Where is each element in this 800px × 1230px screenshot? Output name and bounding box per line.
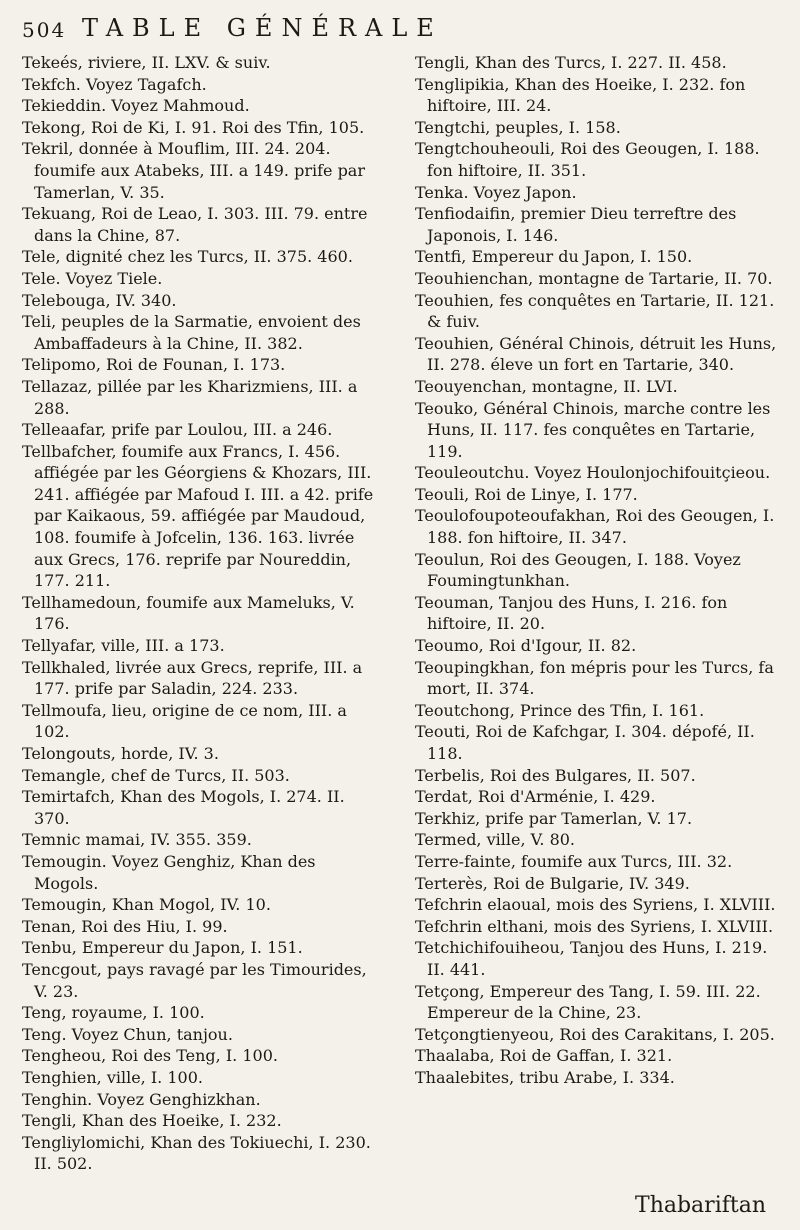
index-entry: Tetçongtienyeou, Roi des Carakitans, I. 205. xyxy=(415,1024,775,1044)
index-entry: Tetchichifouiheou, Tanjou des Huns, I. 219. II. 441. xyxy=(415,938,768,979)
index-entry: Tellhamedoun, foumife aux Mameluks, V. 176. xyxy=(22,592,355,634)
index-entry: Terterès, Roi de Bulgarie, IV. 349. xyxy=(415,873,690,893)
index-entry: Teoulofoupoteoufakhan, Roi des Geougen, I. 188. fon hiftoire, II. 347. xyxy=(415,506,775,548)
index-entry: Tellyafar, ville, III. a 173. xyxy=(22,636,225,656)
index-entry: Tellazaz, pillée par les Kharizmiens, III. a 288. xyxy=(22,376,358,418)
index-entry: Terre-fainte, foumife aux Turcs, III. 32. xyxy=(415,851,733,871)
index-entry: Thaalebites, tribu Arabe, I. 334. xyxy=(415,1067,675,1087)
index-entry: Tetçong, Empereur des Tang, I. 59. III. 22. Empereur de la Chine, 23. xyxy=(415,981,761,1023)
page-header xyxy=(22,12,788,48)
index-entry: Tenglipikia, Khan des Hoeike, I. 232. fon hiftoire, III. 24. xyxy=(415,74,746,116)
index-entry: Teouman, Tanjou des Huns, I. 216. fon hiftoire, II. 20. xyxy=(415,592,728,634)
catchword: Thabariftan xyxy=(635,1193,766,1218)
index-entry: Telebouga, IV. 340. xyxy=(22,290,177,310)
index-entry: Tefchrin elthani, mois des Syriens, I. XLVIII. xyxy=(415,916,774,936)
index-entry: Tencgout, pays ravagé par les Timourides, V. 23. xyxy=(22,959,367,1001)
index-entry: Telleaafar, prife par Loulou, III. a 246. xyxy=(22,420,333,440)
index-entry: Tenbu, Empereur du Japon, I. 151. xyxy=(22,938,303,958)
index-entry: Teng. Voyez Chun, tanjou. xyxy=(22,1024,233,1044)
index-entry: Tenan, Roi des Hiu, I. 99. xyxy=(22,916,228,936)
running-title: TABLE GÉNÉRALE xyxy=(82,14,443,42)
index-entry: Teouhien, fes conquêtes en Tartarie, II. 121. & fuiv. xyxy=(415,290,775,332)
index-entry: Temougin. Voyez Genghiz, Khan des Mogols. xyxy=(22,851,316,893)
page-number: 504 xyxy=(22,18,67,42)
index-entry: Tengtchi, peuples, I. 158. xyxy=(415,117,621,137)
index-entry: Teouli, Roi de Linye, I. 177. xyxy=(415,484,638,504)
index-entry: Thaalaba, Roi de Gaffan, I. 321. xyxy=(415,1046,673,1066)
index-entry: Tekfch. Voyez Tagafch. xyxy=(22,74,207,94)
index-entry: Tenka. Voyez Japon. xyxy=(415,182,577,202)
index-entry: Tekong, Roi de Ki, I. 91. Roi des Tfin, 105. xyxy=(22,117,365,137)
index-entry: Tengheou, Roi des Teng, I. 100. xyxy=(22,1046,278,1066)
index-entry: Teoulun, Roi des Geougen, I. 188. Voyez Foumingtunkhan. xyxy=(415,549,741,591)
index-entry: Teouleoutchu. Voyez Houlonjochifouitçieou. xyxy=(415,463,771,483)
index-column-left xyxy=(22,52,384,1175)
index-entry: Teouyenchan, montagne, II. LVI. xyxy=(415,376,678,396)
index-entry: Telongouts, horde, IV. 3. xyxy=(22,744,219,763)
index-entry: Tentfi, Empereur du Japon, I. 150. xyxy=(415,247,693,267)
index-entry: Tenfiodaifin, premier Dieu terreftre des Japonois, I. 146. xyxy=(415,204,737,245)
index-entry: Temirtafch, Khan des Mogols, I. 274. II. 370. xyxy=(22,787,345,828)
index-entry: Tenghien, ville, I. 100. xyxy=(22,1067,203,1087)
index-entry: Teouko, Général Chinois, marche contre les Huns, II. 117. fes conquêtes en Tartarie, 119. xyxy=(415,398,771,461)
index-entry: Teoutchong, Prince des Tfin, I. 161. xyxy=(415,700,705,720)
index-entry: Tenghin. Voyez Genghizkhan. xyxy=(22,1089,261,1109)
index-entry: Termed, ville, V. 80. xyxy=(415,830,576,850)
index-entry: Tekuang, Roi de Leao, I. 303. III. 79. entre dans la Chine, 87. xyxy=(22,204,368,245)
index-entry: Tengtchouheouli, Roi des Geougen, I. 188. fon hiftoire, II. 351. xyxy=(415,139,760,180)
index-entry: Terkhiz, prife par Tamerlan, V. 17. xyxy=(415,808,693,828)
index-entry: Terbelis, Roi des Bulgares, II. 507. xyxy=(415,765,696,785)
index-entry: Tekril, donnée à Mouflim, III. 24. 204. foumife aux Atabeks, III. a 149. prife par Tamerlan, V. 35. xyxy=(22,139,365,202)
index-entry: Tefchrin elaoual, mois des Syriens, I. XLVIII. xyxy=(415,895,776,915)
index-entry: Tengliylomichi, Khan des Tokiuechi, I. 230. II. 502. xyxy=(22,1132,371,1174)
index-entry: Tele. Voyez Tiele. xyxy=(22,268,163,288)
index-entry: Tengli, Khan des Hoeike, I. 232. xyxy=(22,1111,282,1131)
index-entry: Tellmoufa, lieu, origine de ce nom, III. a 102. xyxy=(22,700,347,742)
index-column-right xyxy=(415,52,777,1089)
index-entry: Tengli, Khan des Turcs, I. 227. II. 458. xyxy=(415,53,727,72)
index-entry: Tekieddin. Voyez Mahmoud. xyxy=(22,96,250,116)
index-entry: Teoupingkhan, fon mépris pour les Turcs, fa mort, II. 374. xyxy=(415,657,774,699)
index-entry: Teouhien, Général Chinois, détruit les Huns, II. 278. éleve un fort en Tartarie, 340. xyxy=(415,333,777,375)
index-entry: Teng, royaume, I. 100. xyxy=(22,1003,205,1023)
index-entry: Temougin, Khan Mogol, IV. 10. xyxy=(22,895,271,915)
index-entry: Tellkhaled, livrée aux Grecs, reprife, III. a 177. prife par Saladin, 224. 233. xyxy=(22,657,363,699)
index-entry: Temnic mamai, IV. 355. 359. xyxy=(22,830,252,850)
index-entry: Temangle, chef de Turcs, II. 503. xyxy=(22,765,290,785)
index-entry: Teoumo, Roi d'Igour, II. 82. xyxy=(415,636,637,656)
index-entry: Tele, dignité chez les Turcs, II. 375. 460. xyxy=(22,247,353,267)
index-entry: Telipomo, Roi de Founan, I. 173. xyxy=(22,355,286,375)
index-entry: Tellbafcher, foumife aux Francs, I. 456. affiégée par les Géorgiens & Khozars, III. 241. affiégée par Mafoud I. III. a 42. prife par Kaikaous, 59. affiégée par Maudoud, 108. foumife à Jofcelin, 136. 163. livrée aux Grecs, 176. reprife par Noureddin, 177. 211. xyxy=(22,441,374,591)
index-entry: Teli, peuples de la Sarmatie, envoient des Ambaffadeurs à la Chine, II. 382. xyxy=(22,312,361,353)
index-entry: Teouti, Roi de Kafchgar, I. 304. dépofé, II. 118. xyxy=(415,722,755,763)
index-entry: Teouhienchan, montagne de Tartarie, II. 70. xyxy=(415,268,773,288)
index-entry: Tekeés, riviere, II. LXV. & suiv. xyxy=(22,53,271,72)
index-entry: Terdat, Roi d'Arménie, I. 429. xyxy=(415,787,656,807)
